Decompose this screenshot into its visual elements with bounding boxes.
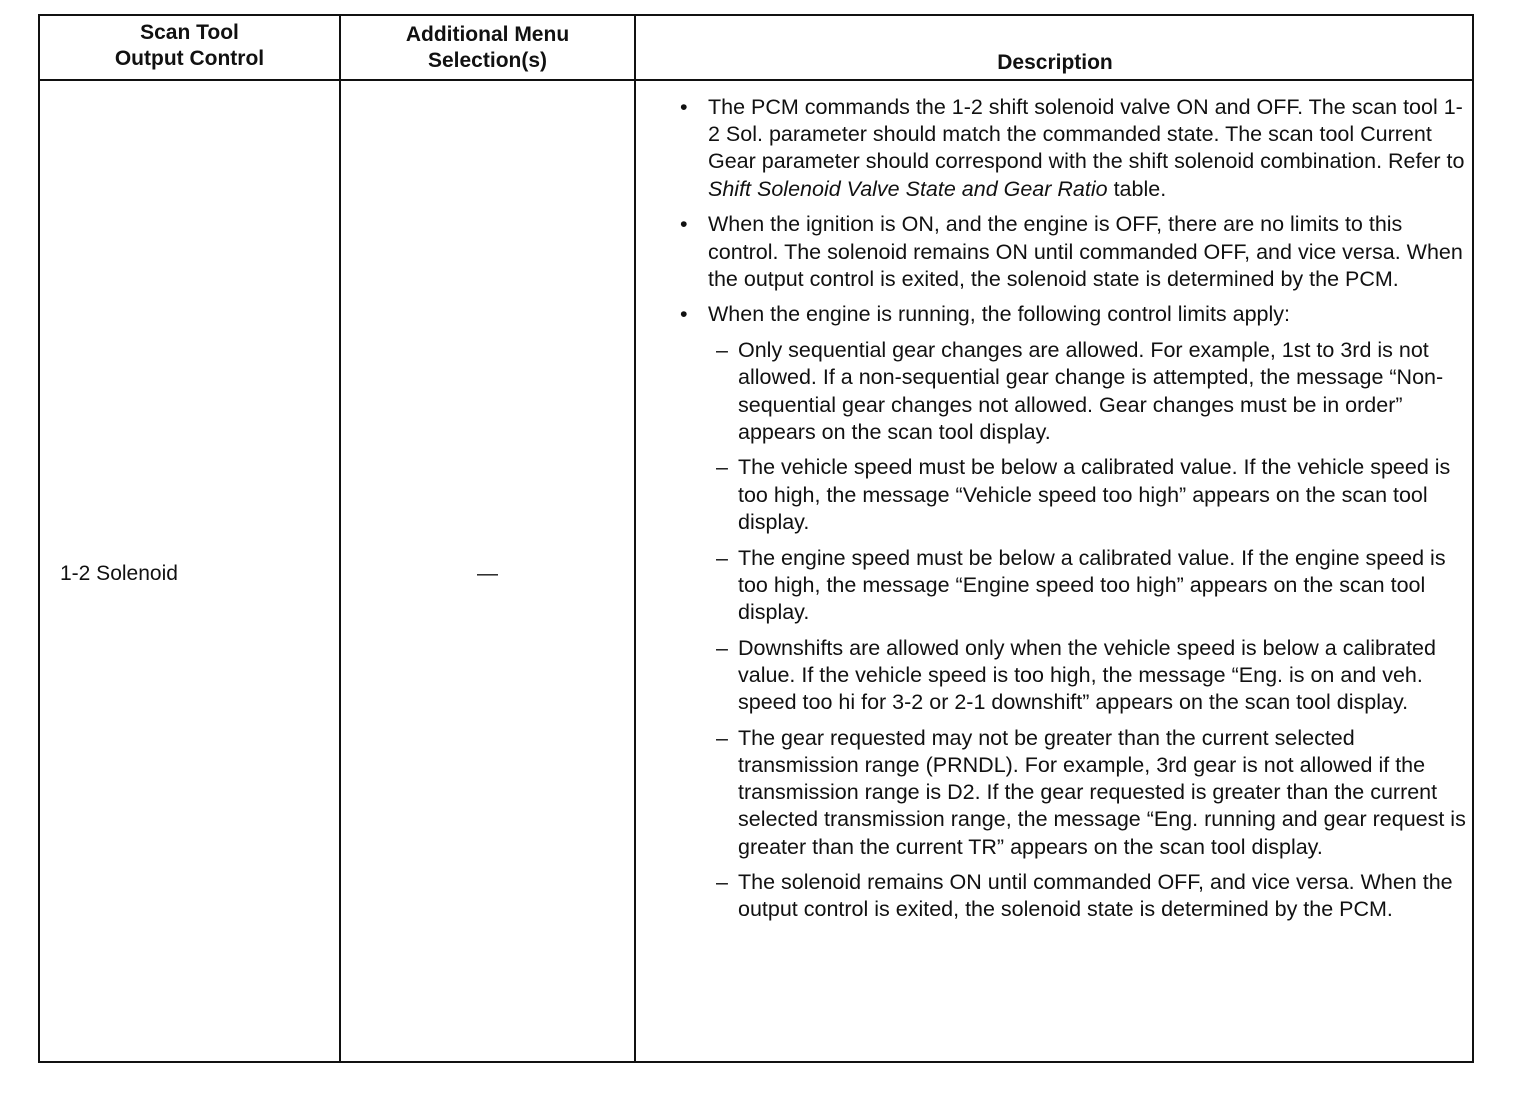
dash-mark: – [716, 870, 728, 895]
sub-item-text: The gear requested may not be greater than the current selected transmission range (PRNDL). For example, 3rd gear is not allowed if the transmission range is D2. If the gear requested is greater than the current selected transmission range, the message “Eng. running and gear request is greater than the current TR” appears on the scan tool display. [738, 725, 1466, 859]
dash-mark: – [716, 455, 728, 480]
header-line: Additional Menu [405, 23, 570, 46]
header-line: Selection(s) [427, 49, 548, 72]
sub-item-text: Downshifts are allowed only when the vehicle speed is below a calibrated value. If the vehicle speed is too high, the message “Eng. is on and veh. speed too hi for 3-2 or 2-1 downshift” appears on the scan tool display. [738, 635, 1436, 715]
bullet-item [680, 211, 1470, 293]
additional-menu-value: — [477, 562, 498, 585]
dash-mark: – [716, 725, 728, 750]
sub-item [680, 454, 1470, 536]
data-table [38, 14, 1474, 1063]
bullet-item [680, 301, 1470, 328]
dash-mark: – [716, 545, 728, 570]
column-divider [339, 16, 341, 1061]
column-divider [634, 16, 636, 1061]
sub-item-text: Only sequential gear changes are allowed. For example, 1st to 3rd is not allowed. If a non-sequential gear change is attempted, the message “Non-sequential gear changes not allowed. Gear changes must be in order” appears on the scan tool display. [738, 338, 1444, 444]
dash-mark: – [716, 338, 728, 363]
bullet-text: When the engine is running, the following control limits apply: [708, 302, 1291, 327]
sub-item [680, 869, 1470, 923]
sub-item-text: The vehicle speed must be below a calibrated value. If the vehicle speed is too high, the message “Vehicle speed too high” appears on the scan tool display. [738, 455, 1451, 534]
bullet-mark: • [680, 212, 688, 237]
header-line: Output Control [114, 47, 265, 70]
sub-item [680, 545, 1470, 627]
sub-item [680, 725, 1470, 861]
header-line: Scan Tool [140, 21, 239, 44]
bullet-item [680, 94, 1470, 203]
header-additional-menu-selections [341, 22, 634, 74]
bullet-mark: • [680, 302, 688, 327]
bullet-text: table. [1107, 176, 1167, 201]
bullet-text: When the ignition is ON, and the engine is OFF, there are no limits to this control. The solenoid remains ON until commanded OFF, and vice versa. When the output control is exited, the solenoid state is determined by the PCM. [708, 212, 1463, 291]
output-control-value: 1-2 Solenoid [60, 562, 178, 585]
bullet-text: The PCM commands the 1-2 shift solenoid valve ON and OFF. The scan tool 1-2 Sol. parameter should match the commanded state. The scan tool Current Gear parameter should correspond with the shift solenoid combination. Refer to [708, 95, 1465, 174]
header-scan-tool-output-control [40, 20, 339, 72]
header-description: Description [997, 51, 1113, 74]
table-reference: Shift Solenoid Valve State and Gear Ratio [708, 176, 1108, 201]
sub-item [680, 337, 1470, 446]
sub-item-text: The engine speed must be below a calibrated value. If the engine speed is too high, the message “Engine speed too high” appears on the scan tool display. [738, 545, 1446, 624]
header-divider [40, 79, 1472, 81]
sub-item-text: The solenoid remains ON until commanded OFF, and vice versa. When the output control is exited, the solenoid state is determined by the PCM. [738, 870, 1453, 922]
description-cell [680, 94, 1470, 932]
bullet-mark: • [680, 95, 688, 119]
sub-item [680, 635, 1470, 717]
dash-mark: – [716, 635, 728, 660]
